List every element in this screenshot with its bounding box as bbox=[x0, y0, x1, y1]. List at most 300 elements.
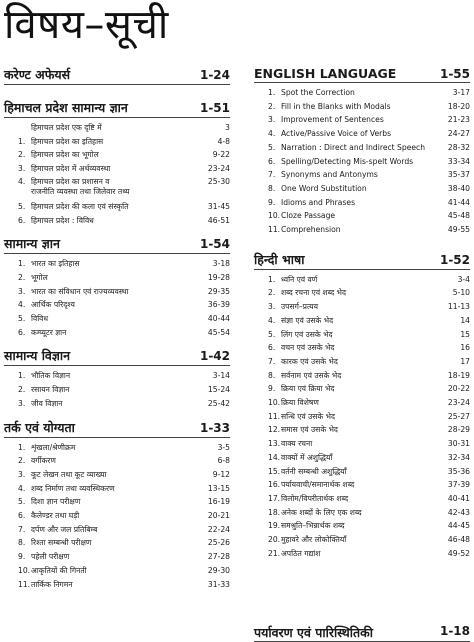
entry-page: 30-31 bbox=[447, 439, 470, 449]
entry-label: हिमाचल प्रदेश की कला एवं संस्कृति bbox=[31, 201, 129, 211]
entry-page: 18-19 bbox=[447, 370, 470, 380]
entry-text bbox=[254, 328, 333, 342]
entry-number: 11. bbox=[18, 579, 31, 589]
entry-page: 46-51 bbox=[207, 215, 230, 225]
entry-page: 4-8 bbox=[217, 136, 230, 146]
entry-page: 32-34 bbox=[447, 452, 470, 462]
entry-number: 3. bbox=[18, 164, 26, 174]
entry-label: हिमाचल प्रदेश : विविध bbox=[31, 215, 94, 225]
entry-label: भूगोल bbox=[31, 272, 48, 282]
toc-entry bbox=[254, 369, 470, 383]
entry-text bbox=[4, 135, 103, 149]
entry-page: 31-45 bbox=[207, 201, 230, 211]
entry-number: 3. bbox=[268, 302, 276, 312]
entry-label: शृंखला/श्रेणीक्रम bbox=[31, 442, 76, 452]
entry-number: 8. bbox=[18, 538, 26, 548]
entry-text bbox=[254, 506, 362, 520]
entry-number: 19. bbox=[268, 521, 281, 531]
entry-page: 28-32 bbox=[447, 142, 470, 152]
toc-entry bbox=[254, 465, 470, 479]
toc-entry bbox=[4, 523, 230, 537]
entry-number bbox=[18, 121, 31, 135]
entry-number: 9. bbox=[268, 384, 276, 394]
section-title: सामान्य विज्ञान bbox=[4, 348, 71, 364]
toc-entry bbox=[254, 547, 470, 561]
entry-page: 15 bbox=[460, 329, 470, 339]
toc-entry bbox=[254, 396, 470, 410]
entry-label: Spelling/Detecting Mis-spelt Words bbox=[281, 156, 414, 166]
toc-entry bbox=[254, 223, 470, 237]
entry-label: विविध bbox=[31, 314, 49, 324]
entry-page: 45-54 bbox=[207, 327, 230, 337]
entry-text bbox=[254, 355, 338, 369]
entry-label: हिमाचल प्रदेश का प्रशासन व राजनीति व्यवस्था तथा जिलेवार तथ्य bbox=[31, 176, 130, 197]
entry-page: 5-10 bbox=[452, 288, 470, 298]
toc-entry bbox=[4, 135, 230, 149]
toc-entry bbox=[254, 209, 470, 223]
entry-label: भौतिक विज्ञान bbox=[31, 371, 71, 381]
entry-page: 3-4 bbox=[457, 274, 470, 284]
entry-text bbox=[4, 162, 110, 176]
entry-text bbox=[4, 578, 73, 592]
entry-page: 46-48 bbox=[447, 535, 470, 545]
toc-entry bbox=[254, 478, 470, 492]
entry-page: 42-43 bbox=[447, 507, 470, 517]
entry-text bbox=[254, 286, 346, 300]
entry-number: 12. bbox=[268, 425, 281, 435]
entry-text bbox=[4, 495, 80, 509]
entry-text bbox=[254, 451, 332, 465]
entry-text bbox=[254, 314, 333, 328]
entry-number: 17. bbox=[268, 493, 281, 503]
entry-number: 8. bbox=[268, 370, 276, 380]
entry-number: 11. bbox=[268, 411, 281, 421]
entry-label: Idioms and Phrases bbox=[281, 197, 356, 207]
entry-number: 15. bbox=[268, 466, 281, 476]
entry-number: 1. bbox=[268, 88, 276, 97]
entry-text bbox=[4, 148, 99, 162]
entry-number: 6. bbox=[18, 327, 26, 337]
entry-label: तार्किक निगमन bbox=[31, 579, 73, 589]
entry-text bbox=[4, 482, 115, 496]
entry-label: कारक एवं उसके भेद bbox=[281, 356, 338, 366]
entry-number: 3. bbox=[18, 469, 26, 479]
entry-number: 6. bbox=[18, 215, 26, 225]
entry-label: हिमाचल प्रदेश का भूगोल bbox=[31, 150, 99, 160]
toc-entry bbox=[4, 326, 230, 340]
section-page-range: 1-24 bbox=[199, 68, 230, 82]
entry-text bbox=[254, 209, 335, 223]
entry-page: 35-37 bbox=[447, 170, 470, 180]
entry-label: कैलेण्डर तथा घड़ी bbox=[31, 511, 80, 521]
entry-label: कूट लेखन तथा कूट व्याख्या bbox=[31, 469, 107, 479]
entry-text bbox=[254, 168, 378, 182]
entry-label: संज्ञा एवं उसके भेद bbox=[281, 315, 334, 325]
entry-page: 23-24 bbox=[207, 164, 230, 174]
entry-text bbox=[254, 533, 346, 547]
toc-entry bbox=[4, 285, 230, 299]
entry-text bbox=[254, 182, 367, 196]
entry-number: 8. bbox=[268, 183, 276, 193]
toc-entry bbox=[4, 257, 230, 271]
entry-text bbox=[254, 410, 335, 424]
section-environment bbox=[254, 624, 470, 642]
toc-entry bbox=[254, 141, 470, 155]
entry-text bbox=[254, 437, 312, 451]
entry-label: सन्धि एवं उसके भेद bbox=[281, 411, 336, 421]
entry-label: पर्यायवाची/समानार्थक शब्द bbox=[281, 480, 355, 490]
entry-number: 13. bbox=[268, 439, 281, 449]
entry-label: वर्गीकरण bbox=[31, 456, 56, 466]
toc-entry bbox=[254, 300, 470, 314]
entry-label: भारत का संविधान एवं राज्यव्यवस्था bbox=[31, 286, 129, 296]
entry-label: उपसर्ग–प्रत्यय bbox=[281, 302, 319, 312]
toc-entry bbox=[4, 454, 230, 468]
entry-label: वचन एवं उसके भेद bbox=[281, 343, 335, 353]
entry-label: हिमाचल प्रदेश एक दृष्टि में bbox=[31, 123, 102, 132]
entry-label: Spot the Correction bbox=[281, 88, 355, 97]
section-page-range: 1-42 bbox=[199, 349, 230, 364]
entry-number: 2. bbox=[18, 150, 26, 160]
entry-text bbox=[4, 285, 128, 299]
entry-label: शब्द निर्माण तथा व्यवस्थिकरण bbox=[31, 483, 115, 493]
entry-number: 3. bbox=[268, 115, 276, 125]
section-header bbox=[254, 66, 470, 83]
entry-label: समास एवं उसके भेद bbox=[281, 425, 338, 435]
entry-text bbox=[254, 86, 355, 100]
entry-label: आर्थिक परिदृश्य bbox=[31, 300, 75, 310]
toc-entry bbox=[254, 113, 470, 127]
entry-label: वाक्य रचना bbox=[281, 439, 313, 449]
entry-page: 25-27 bbox=[447, 411, 470, 421]
toc-entry bbox=[4, 214, 230, 228]
entry-number: 1. bbox=[18, 136, 26, 146]
entry-text bbox=[4, 200, 128, 214]
entry-number: 2. bbox=[268, 288, 276, 298]
entry-page: 3 bbox=[225, 123, 230, 132]
entry-page: 19-28 bbox=[207, 272, 230, 282]
entry-page: 37-39 bbox=[447, 480, 470, 490]
toc-entry bbox=[254, 410, 470, 424]
entry-text bbox=[254, 369, 341, 383]
entry-page: 29-35 bbox=[207, 286, 230, 296]
entry-text bbox=[4, 536, 91, 550]
entry-text bbox=[4, 397, 62, 411]
entry-page: 45-48 bbox=[447, 211, 470, 221]
entry-label: दिशा ज्ञान परीक्षण bbox=[31, 497, 81, 507]
toc-entry bbox=[4, 509, 230, 523]
entry-page: 33-34 bbox=[447, 156, 470, 166]
toc-entry bbox=[254, 341, 470, 355]
toc-section bbox=[4, 419, 230, 592]
entry-text bbox=[254, 273, 317, 287]
entry-label: दर्पण और जल प्रतिबिम्ब bbox=[31, 524, 98, 534]
entry-label: रिश्ता सम्बन्धी परीक्षण bbox=[31, 538, 92, 548]
entry-number: 2. bbox=[18, 272, 26, 282]
toc-section bbox=[4, 99, 230, 227]
section-title: करेण्ट अफेयर्स bbox=[4, 67, 71, 82]
entry-label: Improvement of Sentences bbox=[281, 115, 384, 125]
entry-text bbox=[254, 341, 334, 355]
entry-text bbox=[4, 312, 48, 326]
toc-entry bbox=[254, 506, 470, 520]
toc-entry bbox=[4, 148, 230, 162]
entry-text bbox=[254, 141, 425, 155]
entry-label: सर्वनाम एवं उसके भेद bbox=[281, 370, 342, 380]
entry-number: 5. bbox=[18, 497, 26, 507]
toc-entry bbox=[4, 564, 230, 578]
entry-page: 3-14 bbox=[212, 371, 230, 381]
entry-text bbox=[4, 121, 102, 135]
entry-page: 38-40 bbox=[447, 183, 470, 193]
section-title: सामान्य ज्ञान bbox=[4, 236, 60, 252]
entry-number: 9. bbox=[18, 552, 26, 562]
entry-text bbox=[4, 271, 48, 285]
entry-number: 5. bbox=[268, 142, 276, 152]
toc-section bbox=[254, 66, 470, 237]
entry-number: 18. bbox=[268, 507, 281, 517]
entry-label: भारत का इतिहास bbox=[31, 259, 80, 269]
entry-number: 14. bbox=[268, 452, 281, 462]
section-title: ENGLISH LANGUAGE bbox=[254, 66, 397, 81]
section-page-range: 1-55 bbox=[439, 67, 470, 81]
entry-text bbox=[254, 196, 355, 210]
toc-entry bbox=[254, 168, 470, 182]
section-header bbox=[4, 99, 230, 118]
entry-number: 4. bbox=[18, 300, 26, 310]
toc-entry bbox=[254, 533, 470, 547]
toc-entry bbox=[254, 127, 470, 141]
entry-page: 49-52 bbox=[447, 548, 470, 558]
section-page-range: 1-33 bbox=[199, 420, 230, 435]
entry-number: 16. bbox=[268, 480, 281, 490]
section-item-list bbox=[4, 366, 230, 410]
entry-number: 7. bbox=[268, 170, 276, 180]
entry-page: 16-19 bbox=[207, 497, 230, 507]
entry-label: Synonyms and Antonyms bbox=[281, 170, 378, 180]
toc-entry bbox=[254, 328, 470, 342]
entry-text bbox=[4, 257, 80, 271]
entry-label: हिमाचल प्रदेश में अर्थव्यवस्था bbox=[31, 164, 111, 174]
entry-page: 40-41 bbox=[447, 493, 470, 503]
section-page-range: 1-52 bbox=[439, 252, 470, 267]
entry-page: 27-28 bbox=[207, 552, 230, 562]
toc-entry bbox=[254, 100, 470, 114]
entry-page: 41-44 bbox=[447, 197, 470, 207]
toc-entry bbox=[254, 382, 470, 396]
entry-number: 6. bbox=[268, 343, 276, 353]
entry-page: 18-20 bbox=[447, 101, 470, 111]
toc-section bbox=[4, 347, 230, 410]
entry-page: 28-29 bbox=[447, 425, 470, 435]
toc-entry bbox=[254, 451, 470, 465]
entry-page: 25-42 bbox=[207, 398, 230, 408]
entry-text bbox=[254, 396, 319, 410]
entry-page: 16 bbox=[460, 343, 470, 353]
entry-number: 3. bbox=[18, 286, 26, 296]
toc-entry bbox=[254, 492, 470, 506]
section-item-list bbox=[4, 118, 230, 227]
right-column bbox=[254, 66, 470, 561]
section-item-list bbox=[254, 270, 470, 561]
entry-label: Comprehension bbox=[281, 225, 341, 235]
entry-label: Fill in the Blanks with Modals bbox=[281, 101, 391, 111]
section-title: पर्यावरण एवं पारिस्थितिकी bbox=[254, 625, 373, 640]
entry-page: 20-21 bbox=[207, 511, 230, 521]
entry-label: अपठित गद्यांश bbox=[281, 548, 321, 558]
section-header bbox=[4, 66, 230, 85]
toc-entry bbox=[254, 286, 470, 300]
entry-text bbox=[4, 326, 66, 340]
entry-text bbox=[254, 423, 338, 437]
section-title: हिमाचल प्रदेश सामान्य ज्ञान bbox=[4, 100, 128, 115]
toc-entry bbox=[4, 482, 230, 496]
toc-entry bbox=[4, 162, 230, 176]
entry-text bbox=[4, 214, 94, 228]
entry-label: जीव विज्ञान bbox=[31, 398, 63, 408]
entry-text bbox=[254, 155, 413, 169]
toc-entry bbox=[254, 423, 470, 437]
entry-number: 1. bbox=[268, 274, 276, 284]
entry-number: 5. bbox=[268, 329, 276, 339]
entry-page: 21-23 bbox=[447, 115, 470, 125]
entry-text bbox=[254, 300, 318, 314]
entry-page: 9-22 bbox=[212, 150, 230, 160]
toc-entry bbox=[254, 519, 470, 533]
section-header bbox=[4, 419, 230, 438]
entry-number: 2. bbox=[268, 101, 276, 111]
entry-text bbox=[254, 382, 334, 396]
section-page-range: 1-51 bbox=[199, 101, 230, 115]
section-title: हिन्दी भाषा bbox=[254, 251, 305, 267]
section-item-list bbox=[4, 438, 230, 592]
toc-section bbox=[4, 235, 230, 339]
section-header bbox=[4, 235, 230, 254]
section-page-range: 1-54 bbox=[199, 237, 230, 252]
entry-number: 10. bbox=[18, 565, 31, 575]
toc-section bbox=[4, 66, 230, 85]
entry-text bbox=[254, 519, 345, 533]
toc-entry bbox=[4, 271, 230, 285]
entry-number: 2. bbox=[18, 385, 26, 395]
entry-label: समश्रुति–भिन्नार्थक शब्द bbox=[281, 521, 345, 531]
entry-label: Active/Passive Voice of Verbs bbox=[281, 129, 392, 139]
page-title: विषय–सूची bbox=[4, 2, 169, 48]
entry-number: 4. bbox=[18, 483, 26, 493]
entry-page: 6-8 bbox=[217, 456, 230, 466]
toc-entry bbox=[254, 86, 470, 100]
entry-page: 22-24 bbox=[207, 524, 230, 534]
entry-number: 1. bbox=[18, 442, 26, 452]
section-item-list bbox=[254, 83, 470, 237]
entry-page: 25-26 bbox=[207, 538, 230, 548]
toc-entry bbox=[4, 200, 230, 214]
entry-number: 1. bbox=[18, 371, 26, 381]
entry-label: क्रिया एवं क्रिया भेद bbox=[281, 384, 335, 394]
toc-entry bbox=[4, 298, 230, 312]
entry-page: 3-18 bbox=[212, 259, 230, 269]
section-header bbox=[254, 251, 470, 270]
entry-page: 23-24 bbox=[447, 398, 470, 408]
entry-number: 5. bbox=[18, 201, 26, 211]
entry-label: वर्तनी सम्बन्धी अशुद्धियाँ bbox=[281, 466, 347, 476]
entry-label: लिंग एवं उसके भेद bbox=[281, 329, 333, 339]
entry-label: ध्वनि एवं वर्ण bbox=[281, 274, 318, 284]
entry-label: One Word Substitution bbox=[281, 183, 367, 193]
entry-page: 40-44 bbox=[207, 314, 230, 324]
entry-page: 11-13 bbox=[447, 302, 470, 312]
toc-entry bbox=[254, 355, 470, 369]
entry-text bbox=[254, 465, 347, 479]
toc-entry bbox=[254, 196, 470, 210]
section-header bbox=[4, 347, 230, 366]
toc-entry bbox=[4, 121, 230, 135]
entry-text bbox=[4, 298, 75, 312]
section-item-list bbox=[4, 254, 230, 339]
entry-label: पहेली परीक्षण bbox=[31, 552, 70, 562]
entry-label: अनेक शब्दों के लिए एक शब्द bbox=[281, 507, 362, 517]
entry-text bbox=[254, 100, 391, 114]
entry-label: क्रिया विशेषण bbox=[281, 398, 319, 408]
entry-page: 31-33 bbox=[207, 579, 230, 589]
entry-label: Narration : Direct and Indirect Speech bbox=[281, 142, 426, 152]
entry-number: 6. bbox=[18, 511, 26, 521]
entry-page: 9-12 bbox=[212, 469, 230, 479]
entry-number: 6. bbox=[268, 156, 276, 166]
toc-entry bbox=[4, 177, 230, 198]
entry-text bbox=[4, 523, 97, 537]
entry-number: 7. bbox=[268, 356, 276, 366]
toc-entry bbox=[4, 578, 230, 592]
entry-label: Cloze Passage bbox=[281, 211, 336, 221]
toc-entry bbox=[4, 550, 230, 564]
entry-text bbox=[4, 509, 79, 523]
left-column bbox=[4, 66, 230, 591]
toc-entry bbox=[4, 468, 230, 482]
entry-page: 3-5 bbox=[217, 442, 230, 452]
entry-label: शब्द रचना एवं शब्द भेद bbox=[281, 288, 347, 298]
entry-text bbox=[4, 369, 70, 383]
toc-entry bbox=[4, 397, 230, 411]
toc-entry bbox=[4, 383, 230, 397]
entry-text bbox=[254, 223, 341, 237]
entry-text bbox=[4, 383, 69, 397]
entry-text bbox=[254, 478, 354, 492]
entry-number: 20. bbox=[268, 535, 281, 545]
entry-text bbox=[254, 127, 391, 141]
entry-text bbox=[4, 550, 69, 564]
toc-entry bbox=[4, 441, 230, 455]
entry-number: 21. bbox=[268, 548, 281, 558]
entry-label: मुहावरे और लोकोक्तियाँ bbox=[281, 535, 347, 545]
toc-entry bbox=[4, 369, 230, 383]
toc-entry bbox=[254, 182, 470, 196]
entry-number: 10. bbox=[268, 211, 281, 221]
entry-number: 5. bbox=[18, 314, 26, 324]
toc-entry bbox=[254, 273, 470, 287]
entry-page: 49-55 bbox=[447, 225, 470, 235]
entry-text bbox=[254, 113, 384, 127]
toc-entry bbox=[4, 495, 230, 509]
toc-entry bbox=[254, 314, 470, 328]
entry-page: 24-27 bbox=[447, 129, 470, 139]
entry-page: 44-45 bbox=[447, 521, 470, 531]
entry-page: 3-17 bbox=[452, 88, 470, 97]
entry-text bbox=[4, 177, 130, 198]
entry-page: 25-30 bbox=[207, 176, 230, 186]
entry-page: 36-39 bbox=[207, 300, 230, 310]
entry-page: 17 bbox=[460, 356, 470, 366]
